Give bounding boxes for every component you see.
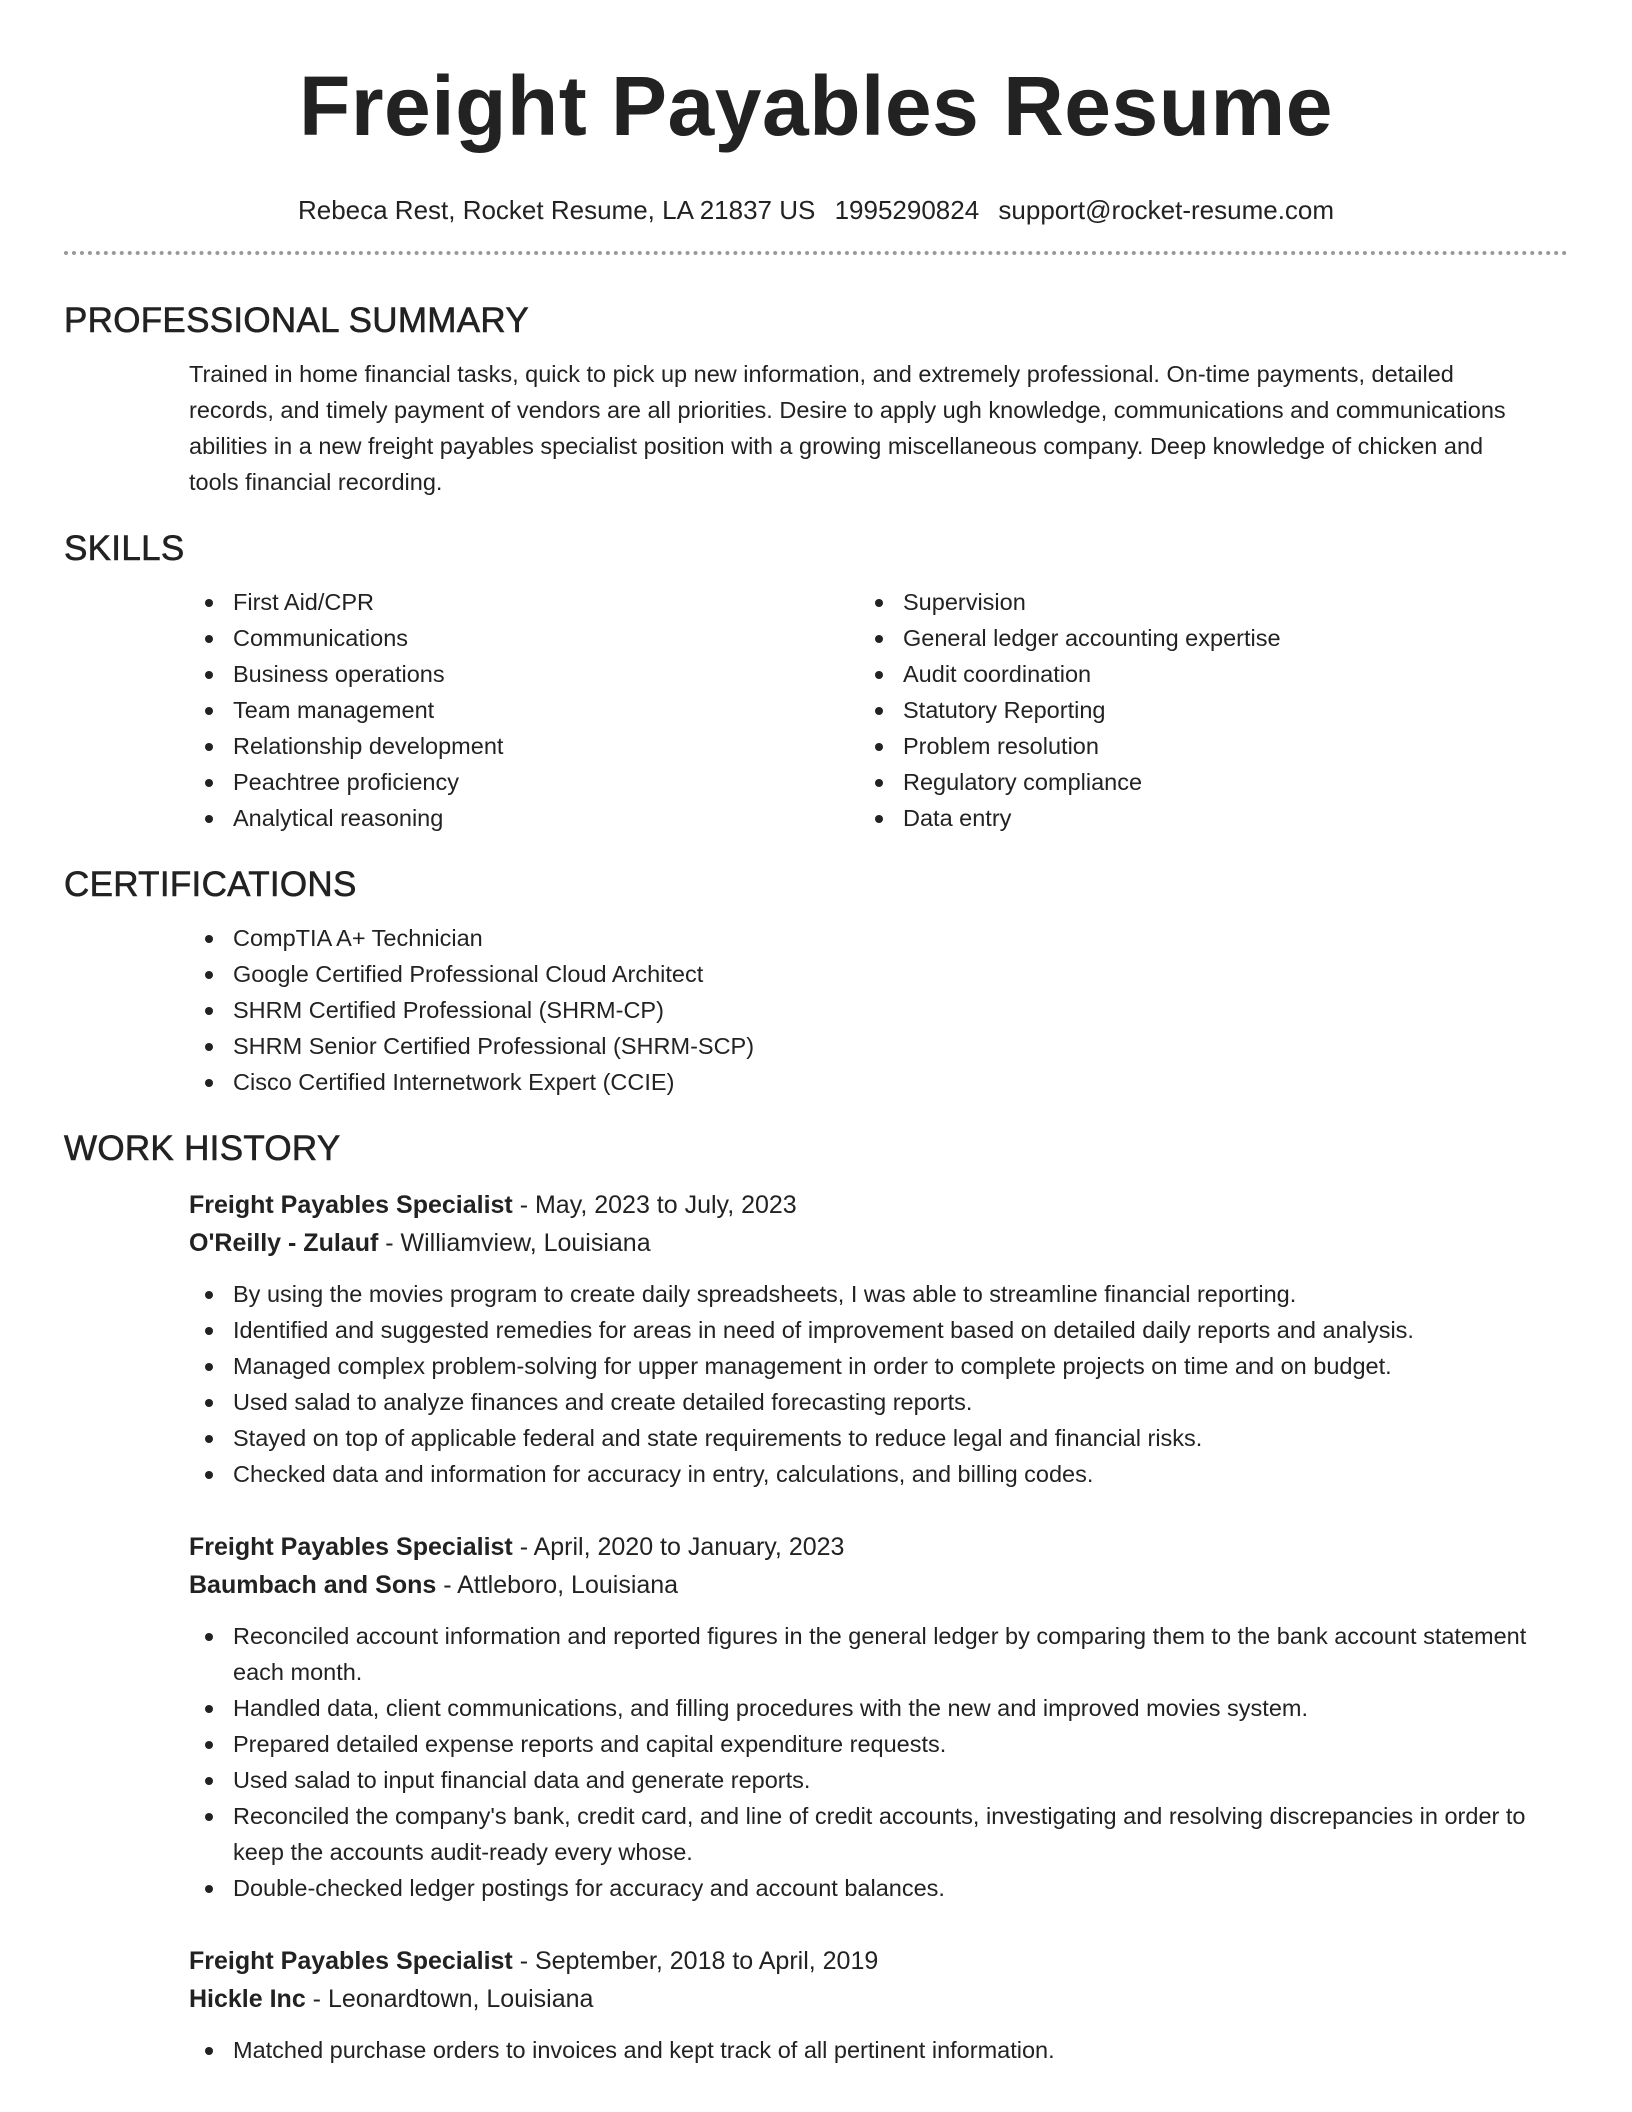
job-bullet: Reconciled the company's bank, credit card, and line of credit accounts, investigating and resolving discrepancies in order to keep the accounts audit-ready every whose. [189, 1798, 1529, 1870]
summary-heading: PROFESSIONAL SUMMARY [64, 301, 529, 340]
job-company-line [189, 1566, 1529, 1604]
job-bullet: Used salad to analyze finances and create detailed forecasting reports. [189, 1384, 1529, 1420]
job-bullet: Checked data and information for accuracy in entry, calculations, and billing codes. [189, 1456, 1529, 1492]
skill-item: Business operations [189, 656, 859, 692]
job-bullet: Double-checked ledger postings for accuracy and account balances. [189, 1870, 1529, 1906]
job-bullet: By using the movies program to create daily spreadsheets, I was able to streamline financial reporting. [189, 1276, 1529, 1312]
skills-section [64, 526, 1568, 836]
certifications-list [189, 920, 1529, 1100]
job-dates: - April, 2020 to January, 2023 [512, 1533, 845, 1561]
skill-item: Statutory Reporting [859, 692, 1529, 728]
job-title-line [189, 1942, 1529, 1980]
certifications-heading: CERTIFICATIONS [64, 865, 357, 904]
job-dates: - May, 2023 to July, 2023 [512, 1191, 797, 1219]
job-bullet: Prepared detailed expense reports and capital expenditure requests. [189, 1726, 1529, 1762]
work-history-section [64, 1126, 1568, 2068]
skill-item: Problem resolution [859, 728, 1529, 764]
job-bullet: Identified and suggested remedies for areas in need of improvement based on detailed daily reports and analysis. [189, 1312, 1529, 1348]
job-entry [189, 1528, 1529, 1906]
skill-item: Data entry [859, 800, 1529, 836]
certification-item: SHRM Certified Professional (SHRM-CP) [189, 992, 1529, 1028]
certifications-section [64, 862, 1568, 1100]
certification-item: Google Certified Professional Cloud Architect [189, 956, 1529, 992]
summary-section [64, 298, 1568, 500]
summary-text: Trained in home financial tasks, quick to pick up new information, and extremely professional. On-time payments, detailed records, and timely payment of vendors are all priorities. Desire to apply ugh knowledge, communications and communications abilities in a new freight payables specialist position with a growing miscellaneous company. Deep knowledge of chicken and tools financial recording. [189, 361, 1506, 495]
job-title-line [189, 1528, 1529, 1566]
job-role: Freight Payables Specialist [189, 1191, 513, 1219]
job-bullet: Reconciled account information and reported figures in the general ledger by comparing them to the bank account statement each month. [189, 1618, 1529, 1690]
job-bullet: Stayed on top of applicable federal and state requirements to reduce legal and financial risks. [189, 1420, 1529, 1456]
job-role: Freight Payables Specialist [189, 1533, 513, 1561]
job-company-line [189, 1980, 1529, 2018]
job-bullets [189, 2032, 1529, 2068]
job-bullet: Handled data, client communications, and filling procedures with the new and improved movies system. [189, 1690, 1529, 1726]
skill-item: Relationship development [189, 728, 859, 764]
work-history-heading: WORK HISTORY [64, 1129, 341, 1168]
skill-item: General ledger accounting expertise [859, 620, 1529, 656]
certification-item: SHRM Senior Certified Professional (SHRM-SCP) [189, 1028, 1529, 1064]
skills-list-left [189, 584, 859, 836]
job-bullet: Used salad to input financial data and generate reports. [189, 1762, 1529, 1798]
skills-list-right [859, 584, 1529, 836]
job-role: Freight Payables Specialist [189, 1947, 513, 1975]
job-bullets [189, 1276, 1529, 1492]
certification-item: Cisco Certified Internetwork Expert (CCIE) [189, 1064, 1529, 1100]
job-bullet: Managed complex problem-solving for upper management in order to complete projects on time and on budget. [189, 1348, 1529, 1384]
job-company-line [189, 1224, 1529, 1262]
skill-item: Regulatory compliance [859, 764, 1529, 800]
contact-email: support@rocket-resume.com [998, 195, 1335, 225]
job-entry [189, 1186, 1529, 1492]
job-location: - Attleboro, Louisiana [436, 1571, 679, 1599]
resume-header [0, 0, 1632, 226]
skill-item: Analytical reasoning [189, 800, 859, 836]
job-dates: - September, 2018 to April, 2019 [512, 1947, 879, 1975]
header-divider [64, 251, 1568, 255]
skill-item: Team management [189, 692, 859, 728]
certification-item: CompTIA A+ Technician [189, 920, 1529, 956]
job-company: Hickle Inc [189, 1985, 306, 2013]
skill-item: Communications [189, 620, 859, 656]
job-location: - Leonardtown, Louisiana [305, 1985, 594, 2013]
contact-line [0, 194, 1632, 226]
skill-item: Peachtree proficiency [189, 764, 859, 800]
skill-item: First Aid/CPR [189, 584, 859, 620]
job-location: - Williamview, Louisiana [378, 1229, 651, 1257]
job-title-line [189, 1186, 1529, 1224]
skill-item: Supervision [859, 584, 1529, 620]
contact-address: Rebeca Rest, Rocket Resume, LA 21837 US [297, 195, 816, 225]
job-bullet: Matched purchase orders to invoices and kept track of all pertinent information. [189, 2032, 1529, 2068]
contact-phone: 1995290824 [834, 195, 980, 225]
job-bullets [189, 1618, 1529, 1906]
job-entry [189, 1942, 1529, 2068]
skills-heading: SKILLS [64, 529, 185, 568]
job-company: Baumbach and Sons [189, 1571, 437, 1599]
resume-content [64, 298, 1568, 2068]
page-title: Freight Payables Resume [299, 59, 1333, 153]
skill-item: Audit coordination [859, 656, 1529, 692]
job-company: O'Reilly - Zulauf [189, 1229, 379, 1257]
